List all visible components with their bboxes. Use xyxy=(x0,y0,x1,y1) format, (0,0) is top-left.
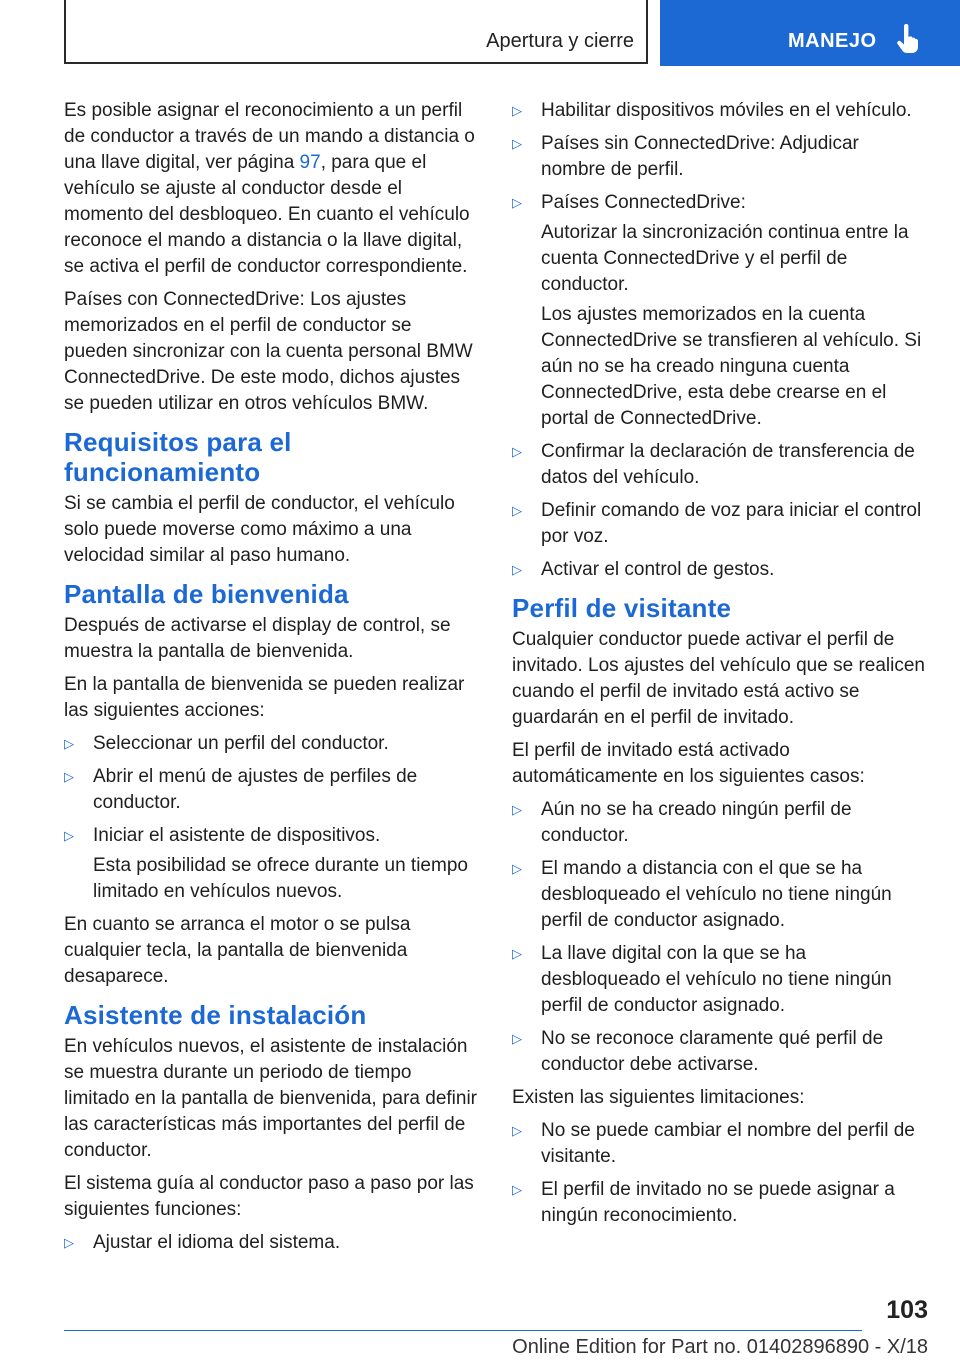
intro-paragraph-1: Es posible asignar el reconocimiento a un perfil de conductor a través de un mando a distancia o una llave digital, ver página 97, para que el vehículo se ajuste al conductor desde el momento del desbloqueo. En cuanto el vehículo reconoce el mando a distancia o la llave digital, se activa el perfil de conductor correspondiente. xyxy=(64,100,475,277)
heading-perfil-visitante: Perfil de visitante xyxy=(512,593,732,623)
asistente-paragraph-1: En vehículos nuevos, el asistente de instalación se muestra durante un periodo de tiempo limitado en la pantalla de bienvenida, para definir las características más importantes del perfil de conductor. xyxy=(64,1036,477,1161)
bienvenida-paragraph-2: En la pantalla de bienvenida se pueden realizar las siguientes acciones: xyxy=(64,674,465,721)
asistente-list-continued xyxy=(512,98,928,583)
list-item: ▷ Confirmar la declaración de transferencia de datos del vehículo. xyxy=(512,441,915,488)
bienvenida-paragraph-3: En cuanto se arranca el motor o se pulsa cualquier tecla, la pantalla de bienvenida desaparece. xyxy=(64,914,411,987)
footer-edition-text: Online Edition for Part no. 01402896890 - X/18 xyxy=(512,1336,928,1358)
asistente-list xyxy=(64,1230,480,1256)
list-item-note: Autorizar la sincronización continua entre la cuenta ConnectedDrive y el perfil de conductor. xyxy=(541,222,909,295)
hand-pointer-icon xyxy=(896,24,920,54)
heading-requisitos: Requisitos para el funcionamiento xyxy=(64,427,292,487)
list-item: ▷ Ajustar el idioma del sistema. xyxy=(64,1230,480,1256)
triangle-bullet-icon: ▷ xyxy=(512,802,522,817)
list-item-note: Los ajustes memorizados en la cuenta ConnectedDrive se transfieren al vehículo. Si aún no se ha creado ninguna cuenta ConnectedDrive, esta debe crearse en el portal de ConnectedDrive. xyxy=(541,304,922,429)
asistente-paragraph-2: El sistema guía al conductor paso a paso por las siguientes funciones: xyxy=(64,1173,474,1220)
visitante-cases-list xyxy=(512,797,928,1078)
list-item: ▷ Activar el control de gestos. xyxy=(512,557,928,583)
list-item: ▷ Aún no se ha creado ningún perfil de conductor. xyxy=(512,799,852,846)
list-item: ▷ Iniciar el asistente de dispositivos. Esta posibilidad se ofrece durante un tiempo limitado en vehículos nuevos. xyxy=(64,823,480,905)
list-item: ▷ Habilitar dispositivos móviles en el vehículo. xyxy=(512,98,928,124)
triangle-bullet-icon: ▷ xyxy=(64,736,74,751)
requisitos-paragraph: Si se cambia el perfil de conductor, el vehículo solo puede moverse como máximo a una velocidad similar al paso humano. xyxy=(64,493,455,566)
active-tab-label: MANEJO xyxy=(788,30,877,52)
page-reference-link[interactable]: 97 xyxy=(299,152,321,173)
triangle-bullet-icon: ▷ xyxy=(512,946,522,961)
list-item: ▷ Abrir el menú de ajustes de perfiles de conductor. xyxy=(64,766,418,813)
visitante-paragraph-1: Cualquier conductor puede activar el perfil de invitado. Los ajustes del vehículo que se realicen cuando el perfil de invitado está activo se guardarán en el perfil de invitado. xyxy=(512,629,925,728)
visitante-limits-list xyxy=(512,1118,928,1229)
triangle-bullet-icon: ▷ xyxy=(512,136,522,151)
page-number: 103 xyxy=(886,1296,928,1324)
footer-divider xyxy=(64,1330,862,1331)
section-tab[interactable] xyxy=(64,0,648,64)
list-item: ▷ El mando a distancia con el que se ha desbloqueado el vehículo no tiene ningún perfil de conductor asignado. xyxy=(512,858,892,931)
list-item: ▷ Países sin ConnectedDrive: Adjudicar nombre de perfil. xyxy=(512,133,859,180)
list-item: ▷ No se puede cambiar el nombre del perfil de visitante. xyxy=(512,1120,915,1167)
triangle-bullet-icon: ▷ xyxy=(64,828,74,843)
tab-manejo[interactable] xyxy=(660,0,960,66)
triangle-bullet-icon: ▷ xyxy=(512,195,522,210)
right-column xyxy=(512,98,928,1236)
bienvenida-paragraph-1: Después de activarse el display de control, se muestra la pantalla de bienvenida. xyxy=(64,615,451,662)
triangle-bullet-icon: ▷ xyxy=(64,769,74,784)
section-title: Apertura y cierre xyxy=(486,30,634,52)
list-item-note: Esta posibilidad se ofrece durante un tiempo limitado en vehículos nuevos. xyxy=(93,855,468,902)
list-item: ▷ No se reconoce claramente qué perfil de conductor debe activarse. xyxy=(512,1028,884,1075)
triangle-bullet-icon: ▷ xyxy=(512,103,522,118)
triangle-bullet-icon: ▷ xyxy=(512,1031,522,1046)
visitante-paragraph-2: El perfil de invitado está activado automáticamente en los siguientes casos: xyxy=(512,740,865,787)
list-item: ▷ Países ConnectedDrive: Autorizar la sincronización continua entre la cuenta ConnectedDrive y el perfil de conductor. Los ajustes memorizados en la cuenta ConnectedDrive se transfieren al vehículo. Si aún no se ha creado ninguna cuenta ConnectedDrive, esta debe crearse en el portal de ConnectedDrive. xyxy=(512,190,928,432)
intro-paragraph-2: Países con ConnectedDrive: Los ajustes memorizados en el perfil de conductor se pueden sincronizar con la cuenta personal BMW ConnectedDrive. De este modo, dichos ajustes se pueden utilizar en otros vehículos BMW. xyxy=(64,289,473,414)
triangle-bullet-icon: ▷ xyxy=(64,1235,74,1250)
left-column xyxy=(64,98,480,1263)
heading-asistente-instalacion: Asistente de instalación xyxy=(64,1000,367,1030)
triangle-bullet-icon: ▷ xyxy=(512,861,522,876)
list-item: ▷ Seleccionar un perfil del conductor. xyxy=(64,731,480,757)
triangle-bullet-icon: ▷ xyxy=(512,503,522,518)
page-header xyxy=(0,0,960,66)
visitante-paragraph-3: Existen las siguientes limitaciones: xyxy=(512,1087,805,1108)
triangle-bullet-icon: ▷ xyxy=(512,444,522,459)
triangle-bullet-icon: ▷ xyxy=(512,1123,522,1138)
heading-pantalla-bienvenida: Pantalla de bienvenida xyxy=(64,579,349,609)
triangle-bullet-icon: ▷ xyxy=(512,562,522,577)
triangle-bullet-icon: ▷ xyxy=(512,1182,522,1197)
bienvenida-list xyxy=(64,731,480,905)
list-item: ▷ El perfil de invitado no se puede asignar a ningún reconocimiento. xyxy=(512,1179,895,1226)
list-item: ▷ La llave digital con la que se ha desbloqueado el vehículo no tiene ningún perfil de conductor asignado. xyxy=(512,943,892,1016)
list-item: ▷ Definir comando de voz para iniciar el control por voz. xyxy=(512,500,922,547)
